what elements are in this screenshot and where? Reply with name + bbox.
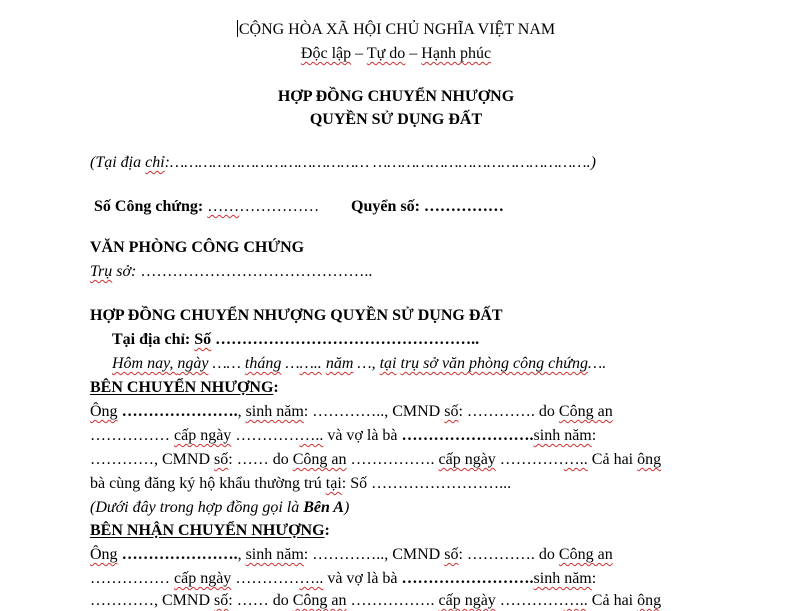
mr-label: ông (637, 592, 662, 609)
dots: …………………….. (371, 475, 508, 492)
number-label: số (214, 592, 229, 609)
dots: …………… (90, 427, 174, 444)
number-label: số (444, 403, 459, 420)
party-b-row1 (90, 545, 709, 565)
name-dots: ……………………. (401, 427, 534, 444)
residence-label: bà cùng đăng ký hộ khẩu thường trú (90, 475, 326, 492)
office-address-label: Trụ (90, 263, 113, 280)
address-dots: :…………………………………… ……………………………………….) (164, 154, 596, 171)
dots: ………… (231, 570, 300, 587)
both-label: Cả hai (587, 592, 638, 609)
tail: . (507, 475, 512, 492)
dots: ……………. (346, 451, 439, 468)
date-dots: ….. (299, 355, 322, 372)
issue-date-label: cấp ngày (438, 451, 496, 468)
number-label: số (444, 546, 459, 563)
police-label: Công an (558, 546, 613, 563)
document-title-line1: HỢP ĐỒNG CHUYỂN NHƯỢNG (277, 88, 515, 105)
birth-year-label: sinh năm (245, 546, 304, 563)
party-b-colon: : (324, 522, 330, 539)
party-a-row1-left (90, 402, 613, 422)
id-label: …………, CMND (90, 451, 215, 468)
name-dots: …………………. (117, 546, 238, 563)
national-motto (0, 44, 792, 64)
date-dots: … (281, 355, 300, 372)
party-a-row3-left (90, 450, 661, 470)
contract-heading: HỢP ĐỒNG CHUYỂN NHƯỢNG QUYỀN SỬ DỤNG ĐẤT (90, 307, 503, 324)
address-chi: chỉ (145, 154, 165, 171)
date-year-label: năm (325, 355, 354, 372)
dots: ….. (299, 570, 324, 587)
sep: , (237, 546, 246, 563)
dots: ……………. (346, 592, 439, 609)
party-b-heading-text: BÊN NHẬN CHUYỂN NHƯỢNG (90, 522, 325, 539)
dots: ………… (495, 451, 564, 468)
party-a-note (90, 498, 349, 518)
issued-by-label: : …………. do (458, 546, 559, 563)
contract-address-dots: ………………………………………….. (211, 331, 480, 348)
book-number-line (351, 197, 504, 217)
issued-by-label: : …… do (228, 592, 293, 609)
contract-address-label: Tại địa chỉ: (112, 331, 195, 348)
id-label: …………, CMND (90, 592, 215, 609)
motto-sep: – (351, 45, 367, 62)
police-label: Công an (292, 451, 347, 468)
date-dots: …… (208, 355, 245, 372)
dots: ………… (231, 427, 300, 444)
issue-date-label: cấp ngày (174, 427, 232, 444)
party-b-row3-left (90, 591, 661, 611)
mr-label: Ông (90, 403, 118, 420)
id-label: : ………….., CMND (303, 546, 445, 563)
number-label: : Số (341, 475, 372, 492)
dots: ….. (563, 592, 588, 609)
document-title-line2: QUYỀN SỬ DỤNG ĐẤT (309, 111, 483, 128)
party-b-row3 (90, 591, 709, 611)
sep: , (237, 403, 246, 420)
police-label: Công an (558, 403, 613, 420)
party-a-heading-text: BÊN CHUYỂN NHƯỢNG (90, 379, 274, 396)
issue-date-label: cấp ngày (438, 592, 496, 609)
address-line (90, 153, 596, 173)
contract-address-number: Số (194, 331, 212, 348)
wife-label: và vợ là bà (323, 570, 402, 587)
note-close: ) (343, 499, 350, 516)
issued-by-label: : …………. do (458, 403, 559, 420)
text-cursor (237, 20, 238, 37)
date-place: trụ sở văn phòng công chứng (400, 355, 588, 372)
issued-by-label: : …… do (228, 451, 293, 468)
date-at-label: tại (379, 355, 397, 372)
name-dots: …………………. (117, 403, 238, 420)
party-b-heading (90, 521, 330, 541)
contract-date-line (112, 354, 606, 374)
date-dots: …, (353, 355, 380, 372)
office-address-dots: …………………………………….. (140, 263, 373, 280)
date-text: Hôm nay, (112, 355, 178, 372)
birth-year-label: sinh năm (533, 427, 592, 444)
date-dots: …. (587, 355, 607, 372)
motto-part: Hạnh phúc (421, 45, 492, 62)
colon: : (591, 570, 597, 587)
police-label: Công an (292, 592, 347, 609)
motto-part: Tự do (366, 45, 406, 62)
number-label: số (214, 451, 229, 468)
party-a-colon: : (273, 379, 279, 396)
issue-date-label: cấp ngày (174, 570, 232, 587)
office-address-label: sở: (112, 263, 141, 280)
party-a-row2 (90, 426, 596, 446)
book-number-dots: …………… (423, 198, 504, 215)
party-a-row4 (90, 474, 511, 494)
notary-number-line (94, 197, 319, 217)
note-text: (Dưới đây trong hợp đồng gọi là (90, 499, 304, 516)
notary-number-dots: …………… (239, 198, 320, 215)
id-label: : ………….., CMND (303, 403, 445, 420)
birth-year-label: sinh năm (245, 403, 304, 420)
note-party: Bên A (303, 499, 344, 516)
both-label: Cả hai (587, 451, 638, 468)
national-title (0, 20, 792, 40)
colon: : (591, 427, 597, 444)
party-a-row3 (90, 450, 709, 470)
book-number-label: Quyển số: (351, 198, 424, 215)
motto-sep: – (405, 45, 422, 62)
dots: ….. (563, 451, 588, 468)
date-day-label: ngày (177, 355, 209, 372)
party-b-row1-left (90, 545, 613, 565)
motto-part: Độc lập (300, 45, 352, 62)
dots: …………… (90, 570, 174, 587)
party-a-row1 (90, 402, 709, 422)
national-title-text: CỘNG HÒA XÃ HỘI CHỦ NGHĨA VIỆT NAM (238, 21, 556, 38)
notary-number-label: Số Công chứng: (94, 198, 208, 215)
date-month-label: tháng (244, 355, 282, 372)
mr-label: Ông (90, 546, 118, 563)
dots: ………… (495, 592, 564, 609)
party-b-row2 (90, 569, 596, 589)
office-heading: VĂN PHÒNG CÔNG CHỨNG (90, 239, 305, 256)
mr-label: ông (637, 451, 662, 468)
contract-address (112, 330, 479, 350)
party-a-heading (90, 378, 279, 398)
address-open: (Tại địa (90, 154, 146, 171)
wife-label: và vợ là bà (323, 427, 402, 444)
birth-year-label: sinh năm (533, 570, 592, 587)
office-address (90, 262, 372, 282)
name-dots: ……………………. (401, 570, 534, 587)
at-label: tại (325, 475, 342, 492)
notary-number-dots: …… (207, 198, 240, 215)
dots: ….. (299, 427, 324, 444)
